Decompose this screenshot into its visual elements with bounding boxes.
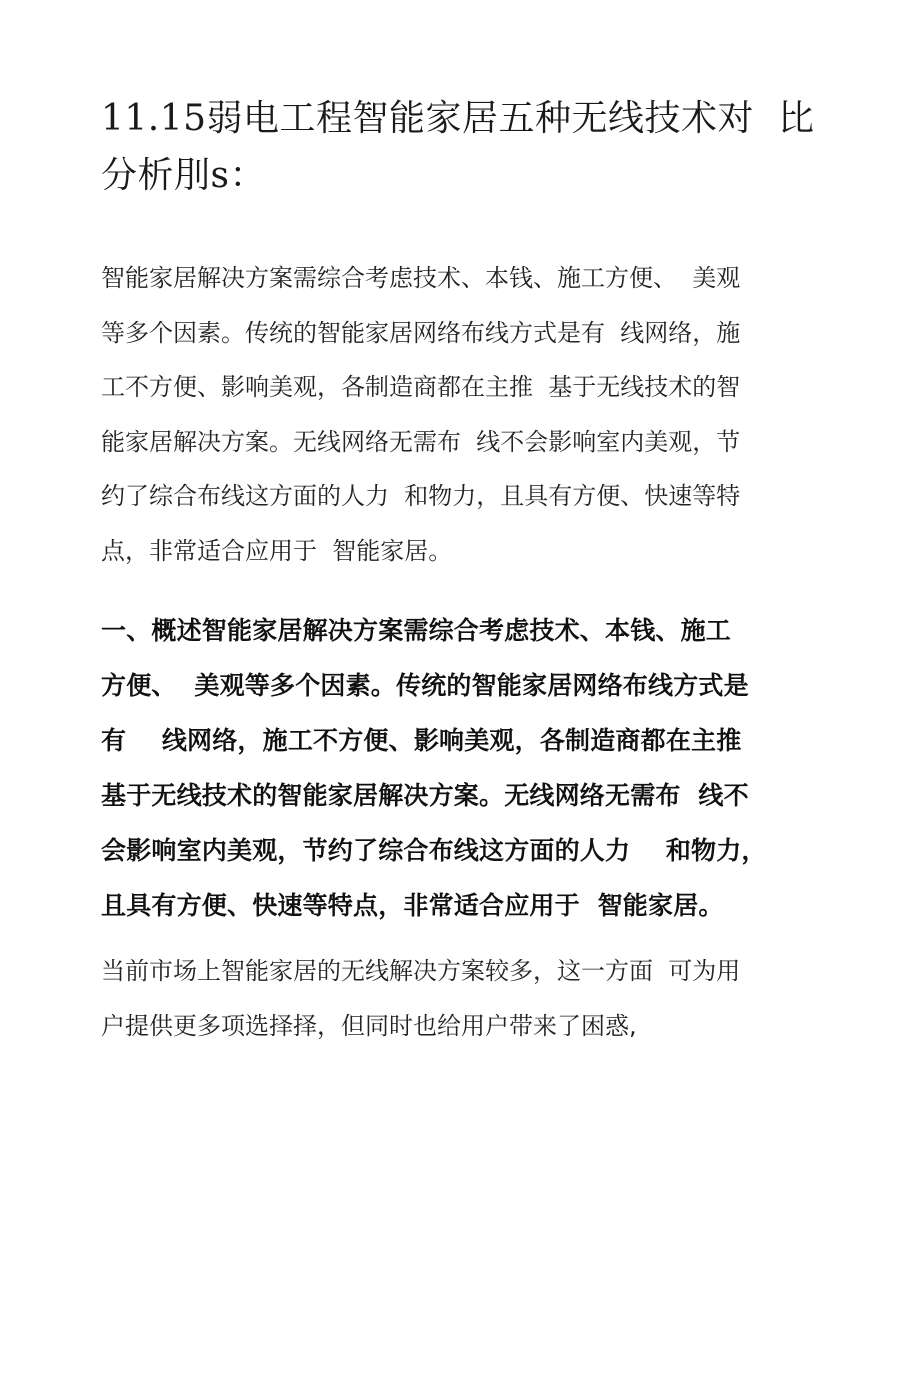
intro-line: 点，非常适合应用于 智能家居。: [101, 536, 453, 565]
intro-line: 等多个因素。传统的智能家居网络布线方式是有 线网络，施: [101, 318, 741, 347]
intro-line: 能家居解决方案。无线网络无需布 线不会影响室内美观，节: [101, 427, 741, 456]
intro-line: 智能家居解决方案需综合考虑技术、本钱、施工方便、 美观: [101, 264, 741, 292]
section-line: 一、概述智能家居解决方案需综合考虑技术、本钱、施工: [101, 616, 732, 645]
document-title: [101, 90, 821, 204]
section-line: 有 线网络，施工不方便、影响美观，各制造商都在主推: [101, 726, 742, 755]
market-paragraph: [101, 944, 831, 1053]
intro-paragraph: [101, 251, 831, 578]
section-overview-paragraph: [101, 603, 831, 933]
section-line: 会影响室内美观，节约了综合布线这方面的人力 和物力，: [101, 836, 767, 865]
title-line: 11.15弱电工程智能家居五种无线技术对 比: [101, 98, 815, 139]
title-line: 分析刖s：: [101, 155, 266, 196]
intro-line: 工不方便、影响美观，各制造商都在主推 基于无线技术的智: [101, 373, 741, 401]
section-line: 且具有方便、快速等特点，非常适合应用于 智能家居。: [101, 891, 724, 920]
section-line: 基于无线技术的智能家居解决方案。无线网络无需布 线不: [101, 781, 749, 810]
section-line: 方便、 美观等多个因素。传统的智能家居网络布线方式是: [101, 671, 749, 700]
market-line: 当前市场上智能家居的无线解决方案较多，这一方面 可为用: [101, 957, 741, 985]
market-line: 户提供更多项选择择，但同时也给用户带来了困惑,: [101, 1011, 637, 1040]
intro-line: 约了综合布线这方面的人力 和物力，且具有方便、快速等特: [101, 482, 741, 510]
